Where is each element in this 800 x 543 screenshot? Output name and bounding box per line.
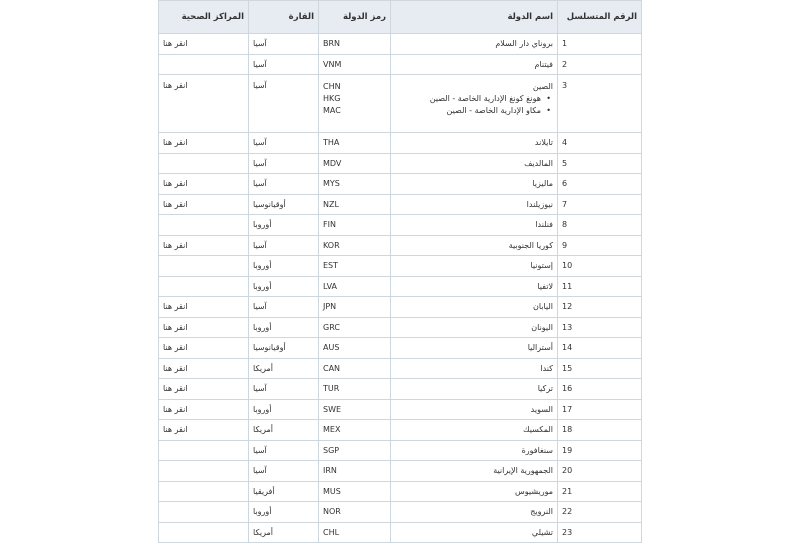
country-name-cell: سنغافورة <box>391 440 558 461</box>
continent-cell: أوروبا <box>249 502 319 523</box>
table-row <box>159 420 642 441</box>
country-name-cell: كندا <box>391 358 558 379</box>
countries-table <box>158 0 642 543</box>
country-name-cell: النرويج <box>391 502 558 523</box>
table-row <box>159 34 642 55</box>
header-row <box>159 1 642 34</box>
country-name-cell <box>391 75 558 133</box>
health-centers-cell <box>159 235 249 256</box>
health-centers-cell <box>159 461 249 482</box>
table-body <box>159 34 642 543</box>
table-row <box>159 75 642 133</box>
table-row <box>159 133 642 154</box>
country-code-cell: LVA <box>319 276 391 297</box>
table-row <box>159 461 642 482</box>
continent-cell: آسيا <box>249 54 319 75</box>
country-name-cell: الجمهورية الإيرانية <box>391 461 558 482</box>
health-centers-cell <box>159 317 249 338</box>
serial-cell: 23 <box>558 522 642 543</box>
click-here-link[interactable]: انقر هنا <box>163 363 188 373</box>
health-centers-cell <box>159 276 249 297</box>
serial-cell: 21 <box>558 481 642 502</box>
country-code: CHN <box>323 82 341 91</box>
health-centers-cell <box>159 194 249 215</box>
serial-cell: 10 <box>558 256 642 277</box>
country-name-cell: اليابان <box>391 297 558 318</box>
sub-region-code: HKG <box>323 94 341 103</box>
table-row <box>159 54 642 75</box>
country-name: الصين <box>532 82 553 91</box>
serial-cell: 5 <box>558 153 642 174</box>
table-header <box>159 1 642 34</box>
serial-cell: 12 <box>558 297 642 318</box>
sub-region-code: MAC <box>323 106 341 115</box>
header-continent: القارة <box>249 1 319 34</box>
serial-cell: 11 <box>558 276 642 297</box>
country-code-cell <box>319 75 391 133</box>
health-centers-cell <box>159 338 249 359</box>
country-name-cell: بروناي دار السلام <box>391 34 558 55</box>
click-here-link[interactable]: انقر هنا <box>163 199 188 209</box>
table-row <box>159 297 642 318</box>
click-here-link[interactable]: انقر هنا <box>163 302 188 312</box>
click-here-link[interactable]: انقر هنا <box>163 240 188 250</box>
table-row <box>159 215 642 236</box>
country-name-cell: فنلندا <box>391 215 558 236</box>
continent-cell: آسيا <box>249 461 319 482</box>
click-here-link[interactable]: انقر هنا <box>163 425 188 435</box>
health-centers-cell <box>159 440 249 461</box>
table-row <box>159 256 642 277</box>
country-code-cell: MYS <box>319 174 391 195</box>
health-centers-cell <box>159 379 249 400</box>
country-name-cell: لاتفيا <box>391 276 558 297</box>
continent-cell: أمريكا <box>249 522 319 543</box>
header-country-code: رمز الدولة <box>319 1 391 34</box>
country-name-cell: المالديف <box>391 153 558 174</box>
continent-cell: آسيا <box>249 235 319 256</box>
serial-cell: 15 <box>558 358 642 379</box>
health-centers-cell <box>159 34 249 55</box>
table-row <box>159 276 642 297</box>
table-row <box>159 153 642 174</box>
country-code-cell: CHL <box>319 522 391 543</box>
sub-region-item: • هونغ كونغ الإدارية الخاصة - الصين <box>395 93 553 105</box>
continent-cell: آسيا <box>249 297 319 318</box>
table-row <box>159 338 642 359</box>
country-code-cell: AUS <box>319 338 391 359</box>
country-code-cell: EST <box>319 256 391 277</box>
health-centers-cell <box>159 358 249 379</box>
country-code-cell: FIN <box>319 215 391 236</box>
serial-cell: 9 <box>558 235 642 256</box>
health-centers-cell <box>159 215 249 236</box>
country-name-cell: كوريا الجنوبية <box>391 235 558 256</box>
header-health-centers: المراكز الصحية <box>159 1 249 34</box>
header-country-name: اسم الدولة <box>391 1 558 34</box>
country-name-cell: ماليزيا <box>391 174 558 195</box>
country-code-cell: MDV <box>319 153 391 174</box>
health-centers-cell <box>159 399 249 420</box>
serial-cell: 16 <box>558 379 642 400</box>
sub-region-item: • مكاو الإدارية الخاصة - الصين <box>395 105 553 117</box>
country-code-cell: VNM <box>319 54 391 75</box>
health-centers-cell <box>159 256 249 277</box>
country-code-cell: JPN <box>319 297 391 318</box>
health-centers-cell <box>159 297 249 318</box>
country-code-cell: SWE <box>319 399 391 420</box>
continent-cell: أمريكا <box>249 420 319 441</box>
continent-cell: أوقيانوسيا <box>249 338 319 359</box>
country-code-cell: NOR <box>319 502 391 523</box>
table-row <box>159 358 642 379</box>
continent-cell: أوروبا <box>249 399 319 420</box>
table-row <box>159 174 642 195</box>
country-name-cell: اليونان <box>391 317 558 338</box>
country-code-cell: GRC <box>319 317 391 338</box>
country-name-cell: تركيا <box>391 379 558 400</box>
serial-cell: 18 <box>558 420 642 441</box>
country-code-cell: MEX <box>319 420 391 441</box>
serial-cell: 3 <box>558 75 642 133</box>
continent-cell: أوروبا <box>249 317 319 338</box>
serial-cell: 22 <box>558 502 642 523</box>
continent-cell: أوروبا <box>249 276 319 297</box>
table-row <box>159 317 642 338</box>
continent-cell: آسيا <box>249 153 319 174</box>
serial-cell: 14 <box>558 338 642 359</box>
table-row <box>159 235 642 256</box>
click-here-link[interactable]: انقر هنا <box>163 322 188 332</box>
table-row <box>159 440 642 461</box>
table-row <box>159 194 642 215</box>
serial-cell: 8 <box>558 215 642 236</box>
click-here-link[interactable]: انقر هنا <box>163 138 188 148</box>
header-serial: الرقم المتسلسل <box>558 1 642 34</box>
country-code-cell: MUS <box>319 481 391 502</box>
table-row <box>159 481 642 502</box>
country-code-cell: THA <box>319 133 391 154</box>
country-name-cell: السويد <box>391 399 558 420</box>
serial-cell: 1 <box>558 34 642 55</box>
serial-cell: 7 <box>558 194 642 215</box>
country-name-cell: فيتنام <box>391 54 558 75</box>
continent-cell: آسيا <box>249 379 319 400</box>
continent-cell: آسيا <box>249 174 319 195</box>
continent-cell: أوقيانوسيا <box>249 194 319 215</box>
table-row <box>159 502 642 523</box>
country-name-cell: نيوزيلندا <box>391 194 558 215</box>
continent-cell: أفريقيا <box>249 481 319 502</box>
continent-cell: أوروبا <box>249 215 319 236</box>
health-centers-cell <box>159 502 249 523</box>
table-row <box>159 522 642 543</box>
click-here-link[interactable]: انقر هنا <box>163 81 188 90</box>
health-centers-cell <box>159 133 249 154</box>
click-here-link[interactable]: انقر هنا <box>163 404 188 414</box>
country-name-cell: المكسيك <box>391 420 558 441</box>
click-here-link[interactable]: انقر هنا <box>163 343 188 353</box>
health-centers-cell <box>159 75 249 133</box>
continent-cell: آسيا <box>249 440 319 461</box>
click-here-link[interactable]: انقر هنا <box>163 179 188 189</box>
continent-cell: آسيا <box>249 34 319 55</box>
continent-cell: أمريكا <box>249 358 319 379</box>
serial-cell: 2 <box>558 54 642 75</box>
serial-cell: 20 <box>558 461 642 482</box>
serial-cell: 6 <box>558 174 642 195</box>
health-centers-cell <box>159 420 249 441</box>
table-row <box>159 399 642 420</box>
click-here-link[interactable]: انقر هنا <box>163 384 188 394</box>
serial-cell: 13 <box>558 317 642 338</box>
health-centers-cell <box>159 54 249 75</box>
country-name-cell: أستراليا <box>391 338 558 359</box>
country-code-cell: IRN <box>319 461 391 482</box>
table-row <box>159 379 642 400</box>
country-code-cell: KOR <box>319 235 391 256</box>
country-name-cell: تايلاند <box>391 133 558 154</box>
country-name-cell: موريشيوس <box>391 481 558 502</box>
country-code-cell: NZL <box>319 194 391 215</box>
continent-cell: آسيا <box>249 133 319 154</box>
continent-cell: آسيا <box>249 75 319 133</box>
country-code-cell: BRN <box>319 34 391 55</box>
health-centers-cell <box>159 174 249 195</box>
continent-cell: أوروبا <box>249 256 319 277</box>
country-name-cell: إستونيا <box>391 256 558 277</box>
health-centers-cell <box>159 481 249 502</box>
country-name-cell: تشيلي <box>391 522 558 543</box>
serial-cell: 19 <box>558 440 642 461</box>
click-here-link[interactable]: انقر هنا <box>163 39 188 49</box>
health-centers-cell <box>159 522 249 543</box>
country-code-cell: SGP <box>319 440 391 461</box>
country-code-cell: TUR <box>319 379 391 400</box>
serial-cell: 4 <box>558 133 642 154</box>
country-code-cell: CAN <box>319 358 391 379</box>
health-centers-cell <box>159 153 249 174</box>
serial-cell: 17 <box>558 399 642 420</box>
